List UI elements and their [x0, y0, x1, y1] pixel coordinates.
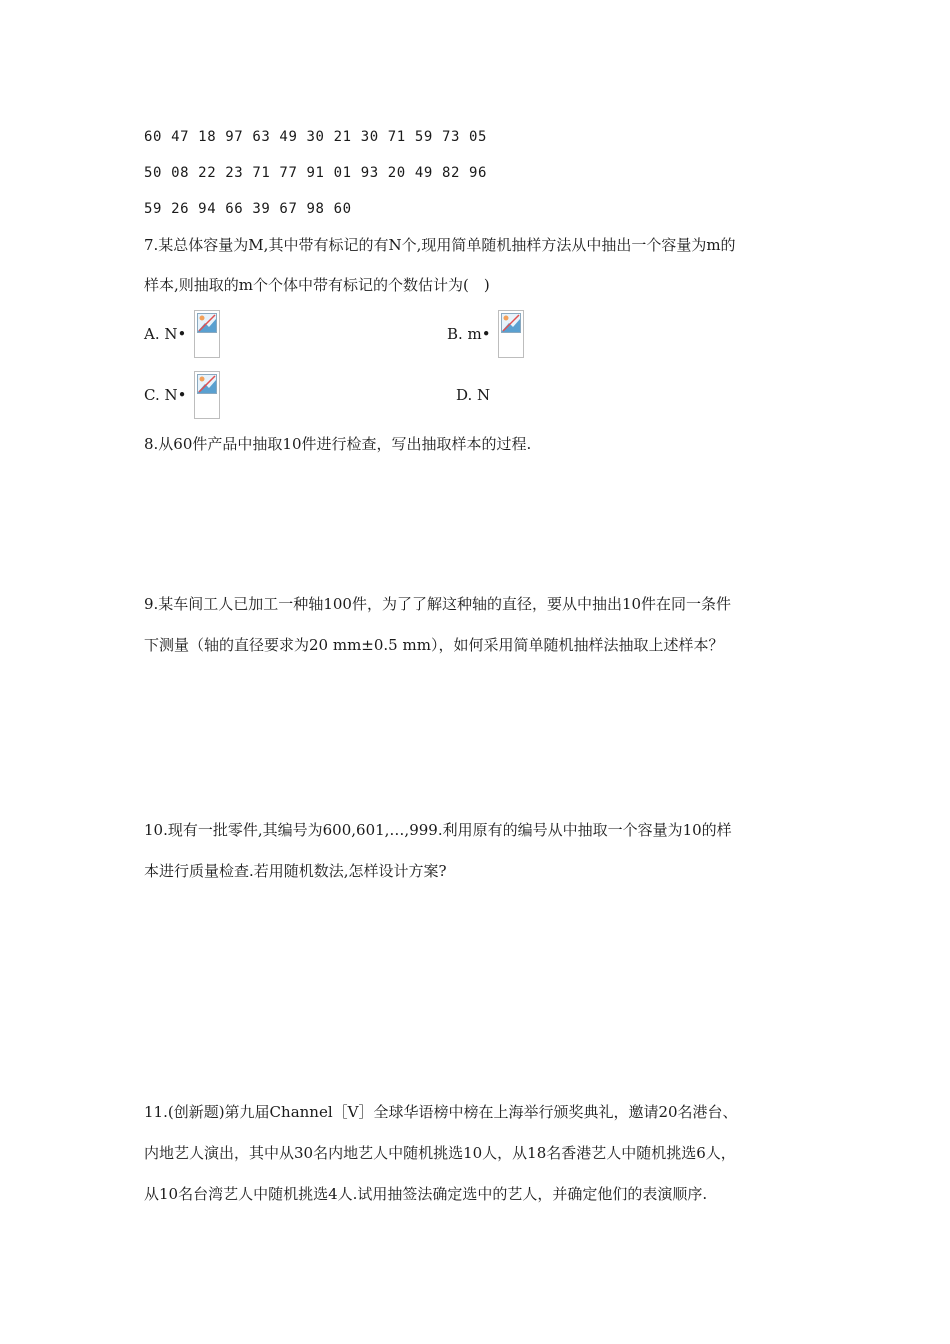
- question-9-line-1: 9.某车间工人已加工一种轴100件，为了了解这种轴的直径，要从中抽出10件在同一条件: [144, 595, 732, 613]
- random-table-row-2: 50 08 22 23 71 77 91 01 93 20 49 82 96: [144, 165, 488, 181]
- question-9-line-2: 下测量（轴的直径要求为20 mm±0.5 mm），如何采用简单随机抽样法抽取上述样本？: [144, 636, 724, 654]
- broken-image-icon: [194, 310, 220, 358]
- option-a[interactable]: [144, 324, 186, 344]
- broken-image-icon: [498, 310, 524, 358]
- option-a-label: A. N•: [144, 325, 187, 343]
- question-10-line-1: 10.现有一批零件,其编号为600,601,…,999.利用原有的编号从中抽取一个容量为10的样: [144, 821, 732, 839]
- option-b-label: B. m•: [447, 325, 491, 343]
- question-10-line-2: 本进行质量检查.若用随机数法,怎样设计方案?: [144, 862, 447, 880]
- option-b[interactable]: [447, 324, 491, 344]
- question-8-line-1: 8.从60件产品中抽取10件进行检查，写出抽取样本的过程.: [144, 435, 532, 453]
- option-d[interactable]: [456, 385, 490, 405]
- question-7-line-2: 样本,则抽取的m个个体中带有标记的个数估计为( ): [144, 276, 490, 294]
- question-11-line-1: 11.(创新题)第九届Channel［V］全球华语榜中榜在上海举行颁奖典礼，邀请20名港台、: [144, 1103, 738, 1121]
- broken-image-icon: [194, 371, 220, 419]
- option-c[interactable]: [144, 385, 186, 405]
- question-11-line-3: 从10名台湾艺人中随机挑选4人.试用抽签法确定选中的艺人，并确定他们的表演顺序.: [144, 1185, 708, 1203]
- option-d-label: D. N: [456, 386, 491, 404]
- option-c-label: C. N•: [144, 386, 187, 404]
- question-7-line-1: 7.某总体容量为M,其中带有标记的有N个,现用简单随机抽样方法从中抽出一个容量为m的: [144, 236, 736, 254]
- question-11-line-2: 内地艺人演出，其中从30名内地艺人中随机挑选10人，从18名香港艺人中随机挑选6人，: [144, 1144, 736, 1162]
- random-table-row-1: 60 47 18 97 63 49 30 21 30 71 59 73 05: [144, 129, 488, 145]
- random-table-row-3: 59 26 94 66 39 67 98 60: [144, 201, 352, 217]
